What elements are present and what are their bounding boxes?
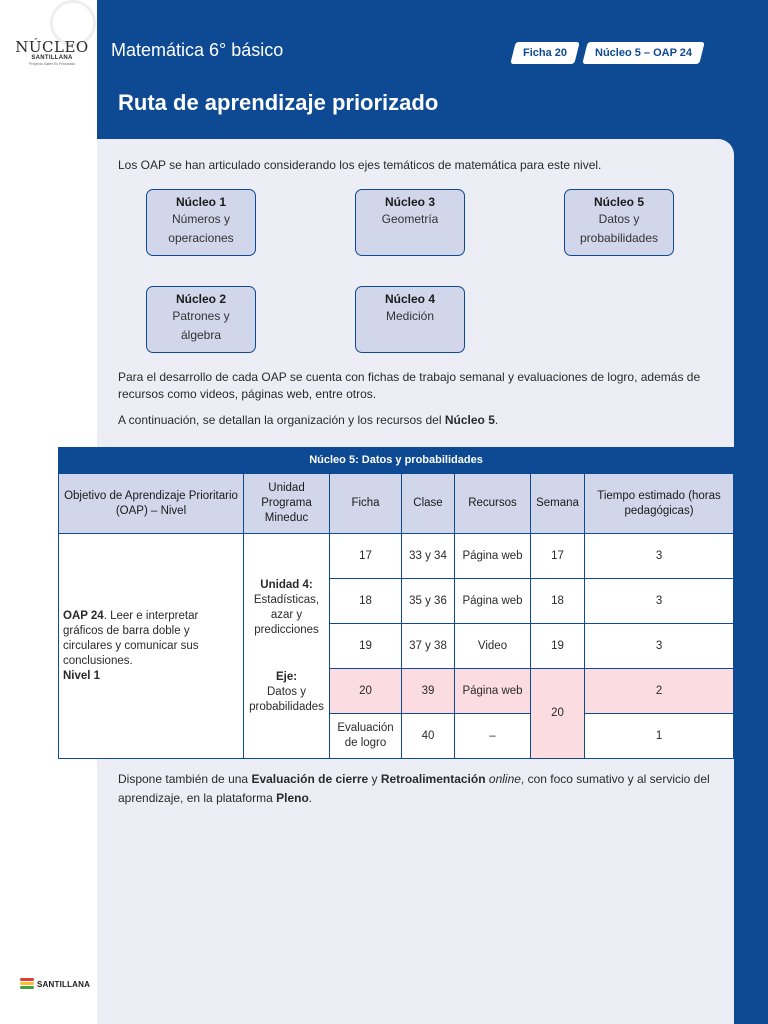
clase-cell: 37 y 38 [402,624,455,669]
recursos-cell: Página web [455,669,531,714]
nucleo-box-title: Núcleo 5 [593,195,644,209]
santillana-mark-icon [20,978,34,990]
semana-cell: 20 [531,669,585,759]
closing-text: , con foco sumativo y al servicio del aprendizaje, en la plataforma [118,772,710,805]
tag-ficha [510,42,580,64]
closing-text: Dispone también de una [118,772,252,786]
closing-italic: online [488,772,521,786]
detail-text-end: . [494,413,499,427]
ficha-cell: Evaluación de logro [330,714,402,759]
semana-cell: 17 [531,534,585,579]
clase-cell: 40 [402,714,455,759]
oap-description: . Leer e interpretar gráficos de barra doble y circulares y comunicar sus conclusiones. [63,609,199,667]
clase-cell: 39 [402,669,455,714]
detail-text: A continuación, se detallan la organización y los recursos del [118,413,445,427]
header-semana: Semana [531,474,585,534]
detail-bold: Núcleo 5 [444,413,495,427]
closing-text: y [368,772,381,786]
nucleo-box-line: Patrones y [172,309,230,323]
ficha-cell: 19 [330,624,402,669]
ficha-cell: 18 [330,579,402,624]
recursos-cell: Página web [455,534,531,579]
intro-text: Los OAP se han articulado considerando los ejes temáticos de matemática para este nivel. [118,158,602,172]
nucleo-table [58,447,733,759]
nucleo-box-3 [355,189,465,256]
tag-nucleo-label: Núcleo 5 – OAP 24 [595,47,693,59]
nucleo-box-1 [146,189,256,256]
nucleo-logo [14,38,90,66]
santillana-logo-word: SANTILLANA [37,979,91,989]
nucleo-box-line: operaciones [168,231,234,245]
tag-ficha-label: Ficha 20 [523,47,568,59]
tiempo-cell: 3 [585,624,734,669]
nucleo-box-title: Núcleo 2 [175,292,226,306]
closing-text: . [308,791,313,805]
oap-level: Nivel 1 [63,669,101,682]
unidad-name: Estadísticas, azar y predicciones [253,593,320,636]
tiempo-cell: 3 [585,534,734,579]
ficha-cell: 17 [330,534,402,579]
nucleo-logo-sub: Proyecto Saber Es Priorizado [29,62,75,66]
semana-cell: 19 [531,624,585,669]
nucleo-box-title: Núcleo 4 [384,292,435,306]
closing-bold: Retroalimentación [380,772,486,786]
nucleo-logo-word: NÚCLEO [15,38,89,56]
unidad-title: Unidad 4: [260,578,313,591]
closing-bold: Pleno [276,791,309,805]
tiempo-cell: 1 [585,714,734,759]
nucleo-box-line: Datos y [598,212,640,226]
nucleo-box-line: Números y [171,212,230,226]
detail-paragraph [118,412,708,429]
recursos-cell: – [455,714,531,759]
nucleo-box-title: Núcleo 3 [384,195,435,209]
eje-name: Datos y probabilidades [249,685,324,713]
header-ficha: Ficha [330,474,402,534]
nucleo-logo-brand: SANTILLANA [31,55,73,61]
tag-nucleo [582,42,705,64]
clase-cell: 35 y 36 [402,579,455,624]
unidad-cell [244,534,330,759]
header-oap: Objetivo de Aprendizaje Prioritario (OAP) – Nivel [59,474,244,534]
oap-code: OAP 24 [63,609,104,622]
nucleo-box-line: probabilidades [579,231,659,245]
recursos-cell: Página web [455,579,531,624]
resources-paragraph: Para el desarrollo de cada OAP se cuenta con fichas de trabajo semanal y evaluaciones de logro, además de recursos como videos, páginas web, entre otros. [118,370,701,401]
header-recursos: Recursos [455,474,531,534]
eje-title: Eje: [275,670,298,683]
nucleo-box-2 [146,286,256,353]
page-title: Ruta de aprendizaje priorizado [118,90,439,115]
nucleo-box-line: álgebra [180,328,222,342]
nucleo-box-line: Medición [385,309,435,323]
ficha-cell: 20 [330,669,402,714]
santillana-logo [20,978,90,990]
subject-title: Matemática 6° básico [111,40,284,60]
closing-paragraph [118,770,718,808]
header-unidad: Unidad Programa Mineduc [244,474,330,534]
tiempo-cell: 2 [585,669,734,714]
nucleo-box-title: Núcleo 1 [175,195,226,209]
oap-cell [59,534,244,759]
semana-cell: 18 [531,579,585,624]
recursos-cell: Video [455,624,531,669]
header-clase: Clase [402,474,455,534]
closing-bold: Evaluación de cierre [251,772,369,786]
tiempo-cell: 3 [585,579,734,624]
nucleo-box-4 [355,286,465,353]
header-tiempo: Tiempo estimado (horas pedagógicas) [585,474,734,534]
nucleo-box-line: Geometría [381,212,439,226]
clase-cell: 33 y 34 [402,534,455,579]
nucleo-box-5 [564,189,674,256]
table-caption: Núcleo 5: Datos y probabilidades [59,448,734,474]
